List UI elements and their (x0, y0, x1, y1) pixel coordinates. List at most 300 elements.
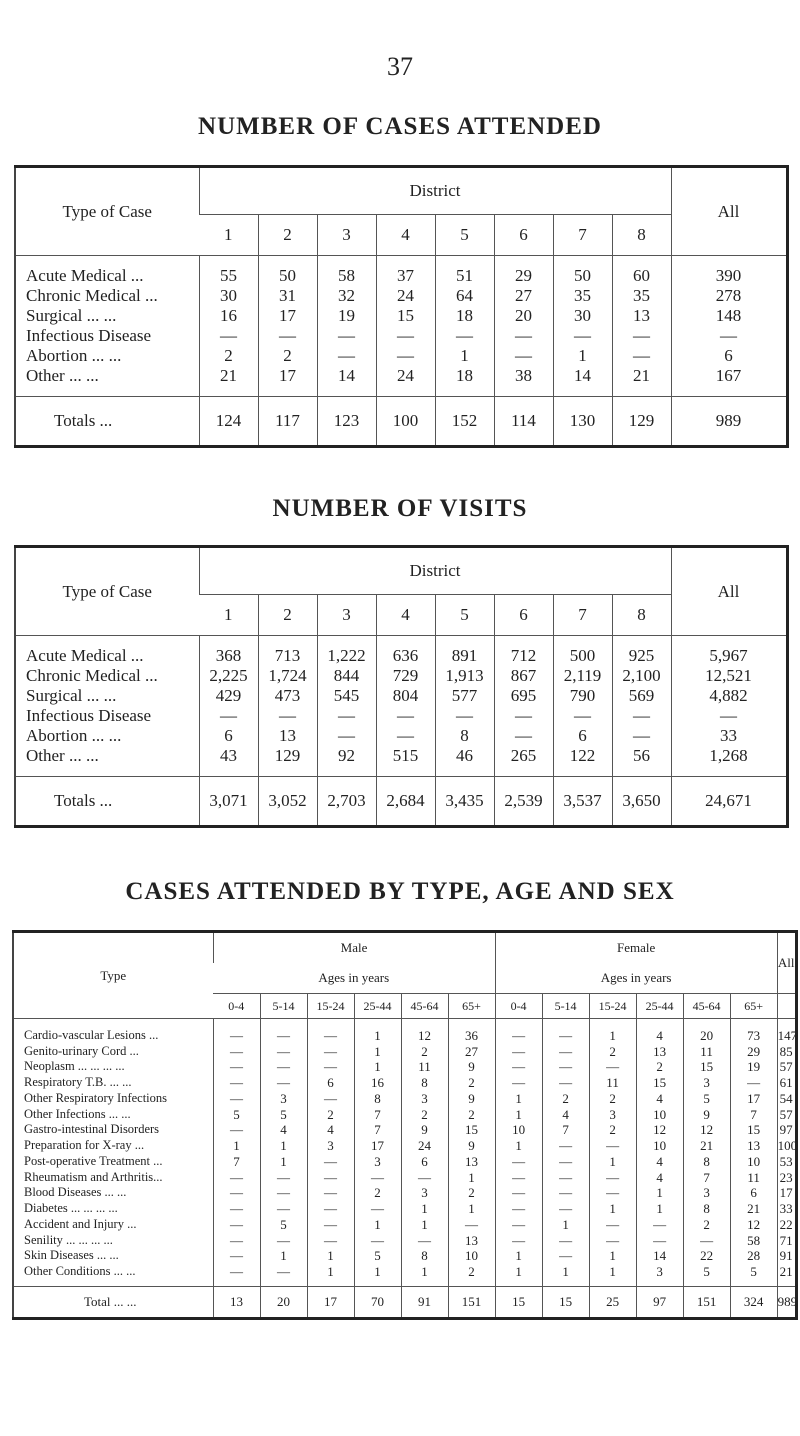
male-cell: 1 (213, 1138, 260, 1154)
male-cell: 2 (354, 1185, 401, 1201)
row-total: 5,967 (671, 636, 787, 667)
cell-value: 500 (553, 636, 612, 667)
female-cell: — (730, 1075, 777, 1091)
female-cell: — (542, 1019, 589, 1044)
all-header: All (777, 932, 796, 994)
row-label: Surgical ... ... (26, 306, 117, 325)
cell-value: — (612, 326, 671, 346)
female-cell: 10 (636, 1106, 683, 1122)
male-age-group-header: 15-24 (307, 994, 354, 1019)
female-total: 25 (589, 1287, 636, 1319)
total-value: 3,650 (612, 777, 671, 827)
district-3-header: 3 (317, 595, 376, 636)
cell-value: — (376, 706, 435, 726)
female-cell: 1 (495, 1106, 542, 1122)
cell-value: 569 (612, 686, 671, 706)
cell-value: 21 (612, 366, 671, 397)
male-cell: 15 (448, 1122, 495, 1138)
page-number: 37 (387, 52, 413, 81)
row-label: Other ... ... (26, 366, 99, 385)
cell-value: 891 (435, 636, 494, 667)
table-row (15, 286, 787, 306)
male-cell: — (260, 1043, 307, 1059)
female-cell: 7 (730, 1106, 777, 1122)
female-cell: 73 (730, 1019, 777, 1044)
district-2-header: 2 (258, 595, 317, 636)
male-cell: 9 (448, 1138, 495, 1154)
cell-value: 6 (553, 726, 612, 746)
male-cell: — (354, 1232, 401, 1248)
cell-value: 8 (435, 726, 494, 746)
all-header: All (671, 547, 787, 636)
male-cell: — (401, 1169, 448, 1185)
male-cell: 13 (448, 1232, 495, 1248)
female-cell: 8 (683, 1201, 730, 1217)
row-total: 390 (671, 256, 787, 287)
cell-value: 712 (494, 636, 553, 667)
cell-value: — (376, 346, 435, 366)
cell-value: 13 (258, 726, 317, 746)
cell-value: — (494, 346, 553, 366)
male-cell: — (213, 1169, 260, 1185)
female-cell: — (495, 1075, 542, 1091)
cell-value: 17 (258, 306, 317, 326)
male-cell: — (307, 1232, 354, 1248)
male-cell: — (260, 1232, 307, 1248)
male-cell: 1 (401, 1216, 448, 1232)
cell-value: 37 (376, 256, 435, 287)
visits-totals (15, 777, 787, 827)
female-age-group-header: 15-24 (589, 994, 636, 1019)
male-cell: 10 (448, 1248, 495, 1264)
male-cell: 1 (448, 1169, 495, 1185)
male-cell: — (354, 1201, 401, 1217)
male-cell: — (307, 1019, 354, 1044)
male-cell: 13 (448, 1153, 495, 1169)
grand-total: 989 (671, 397, 787, 447)
female-cell: — (589, 1059, 636, 1075)
male-cell: — (213, 1185, 260, 1201)
cell-value: — (376, 726, 435, 746)
cell-value: 2,100 (612, 666, 671, 686)
female-cell: 1 (542, 1216, 589, 1232)
male-cell: — (213, 1059, 260, 1075)
male-cell: 11 (401, 1059, 448, 1075)
table-row (13, 1138, 796, 1154)
female-cell: — (495, 1019, 542, 1044)
cell-value: 50 (553, 256, 612, 287)
female-cell: 4 (636, 1019, 683, 1044)
total-value: 124 (199, 397, 258, 447)
female-cell: — (495, 1169, 542, 1185)
cell-value: 636 (376, 636, 435, 667)
cell-value: 19 (317, 306, 376, 326)
female-cell: 1 (589, 1153, 636, 1169)
male-cell: 3 (354, 1153, 401, 1169)
male-cell: — (260, 1059, 307, 1075)
female-cell: 1 (495, 1248, 542, 1264)
row-total: 17 (777, 1185, 796, 1201)
male-cell: 4 (307, 1122, 354, 1138)
table-row (13, 1043, 796, 1059)
female-cell: 4 (636, 1169, 683, 1185)
total-value: 129 (612, 397, 671, 447)
type-of-case-header: Type of Case (62, 201, 152, 221)
female-age-group-header: 25-44 (636, 994, 683, 1019)
table-row (15, 726, 787, 746)
female-cell: 1 (589, 1201, 636, 1217)
male-cell: 6 (401, 1153, 448, 1169)
total-value: 114 (494, 397, 553, 447)
male-cell: 16 (354, 1075, 401, 1091)
totals-label: Totals ... (15, 397, 199, 447)
female-cell: 3 (683, 1185, 730, 1201)
row-label: Abortion ... ... (26, 726, 122, 745)
total-value: 130 (553, 397, 612, 447)
cell-value: — (612, 726, 671, 746)
cell-value: 515 (376, 746, 435, 777)
female-cell: 11 (683, 1043, 730, 1059)
row-total: 21 (777, 1264, 796, 1287)
district-6-header: 6 (494, 215, 553, 256)
female-cell: — (495, 1059, 542, 1075)
cell-value: — (553, 326, 612, 346)
female-cell: — (495, 1185, 542, 1201)
row-label: Post-operative Treatment ... (24, 1153, 163, 1168)
total-value: 3,052 (258, 777, 317, 827)
cell-value: — (435, 706, 494, 726)
cell-value: — (317, 326, 376, 346)
male-cell: 1 (448, 1201, 495, 1217)
female-cell: 7 (683, 1169, 730, 1185)
male-cell: — (307, 1043, 354, 1059)
cell-value: — (553, 706, 612, 726)
cell-value: 50 (258, 256, 317, 287)
male-cell: — (213, 1232, 260, 1248)
totals-row (13, 1287, 796, 1319)
male-cell: 1 (354, 1059, 401, 1075)
male-total: 20 (260, 1287, 307, 1319)
row-total: 33 (777, 1201, 796, 1217)
table-row (13, 1232, 796, 1248)
cell-value: 1 (553, 346, 612, 366)
male-cell: 1 (307, 1248, 354, 1264)
female-cell: 6 (730, 1185, 777, 1201)
male-cell: 9 (401, 1122, 448, 1138)
female-cell: — (589, 1169, 636, 1185)
female-cell: 28 (730, 1248, 777, 1264)
female-cell: 1 (636, 1201, 683, 1217)
row-total: 148 (671, 306, 787, 326)
row-label: Abortion ... ... (26, 346, 122, 365)
cell-value: 60 (612, 256, 671, 287)
table-row (15, 366, 787, 397)
cell-value: 51 (435, 256, 494, 287)
male-cell: — (307, 1185, 354, 1201)
cell-value: 58 (317, 256, 376, 287)
row-label: Acute Medical ... (26, 266, 144, 285)
male-cell: 1 (354, 1019, 401, 1044)
female-cell: 5 (683, 1090, 730, 1106)
cell-value: 713 (258, 636, 317, 667)
cell-value: — (258, 706, 317, 726)
district-1-header: 1 (199, 595, 258, 636)
row-label: Rheumatism and Arthritis... (24, 1169, 163, 1184)
female-cell: — (542, 1059, 589, 1075)
male-cell: — (354, 1169, 401, 1185)
total-value: 123 (317, 397, 376, 447)
female-cell: 4 (636, 1153, 683, 1169)
totals-label: Total ... ... (13, 1287, 213, 1319)
table-row (13, 1216, 796, 1232)
male-ages-header: Ages in years (318, 970, 390, 985)
cell-value: 14 (317, 366, 376, 397)
male-cell: — (260, 1201, 307, 1217)
cases-heading: NUMBER OF CASES ATTENDED (198, 113, 602, 140)
male-age-group-header: 25-44 (354, 994, 401, 1019)
female-cell: 11 (589, 1075, 636, 1091)
female-cell: 2 (683, 1216, 730, 1232)
table-row (15, 346, 787, 366)
cell-value: 35 (553, 286, 612, 306)
cell-value: — (612, 346, 671, 366)
male-cell: — (213, 1264, 260, 1287)
female-cell: — (589, 1216, 636, 1232)
female-cell: 3 (636, 1264, 683, 1287)
row-label: Chronic Medical ... (26, 286, 158, 305)
female-cell: 1 (495, 1090, 542, 1106)
male-cell: 7 (354, 1106, 401, 1122)
cell-value: 2,119 (553, 666, 612, 686)
female-cell: — (542, 1138, 589, 1154)
female-cell: — (542, 1153, 589, 1169)
cell-value: — (494, 326, 553, 346)
male-cell: — (213, 1122, 260, 1138)
row-total: 12,521 (671, 666, 787, 686)
type-age-sex-body (13, 1019, 796, 1287)
row-label: Surgical ... ... (26, 686, 117, 705)
cell-value: — (317, 346, 376, 366)
male-cell: 2 (448, 1264, 495, 1287)
male-cell: — (307, 1216, 354, 1232)
table-row (15, 666, 787, 686)
female-cell: 2 (589, 1043, 636, 1059)
female-cell: 2 (589, 1090, 636, 1106)
cell-value: 6 (199, 726, 258, 746)
table-row (13, 1019, 796, 1044)
female-cell: — (495, 1232, 542, 1248)
all-age-blank (777, 994, 796, 1019)
male-cell: 1 (260, 1138, 307, 1154)
total-value: 100 (376, 397, 435, 447)
type-of-case-header: Type of Case (62, 581, 152, 601)
male-header: Male (213, 932, 495, 964)
female-cell: — (495, 1201, 542, 1217)
district-8-header: 8 (612, 215, 671, 256)
cases-body (15, 256, 787, 397)
male-age-group-header: 45-64 (401, 994, 448, 1019)
female-cell: 1 (589, 1264, 636, 1287)
totals-row (15, 777, 787, 827)
male-cell: — (260, 1185, 307, 1201)
row-total: 53 (777, 1153, 796, 1169)
male-cell: — (307, 1169, 354, 1185)
district-2-header: 2 (258, 215, 317, 256)
female-cell: — (542, 1043, 589, 1059)
male-cell: 17 (354, 1138, 401, 1154)
row-label: Diabetes ... ... ... ... (24, 1201, 118, 1216)
female-cell: 5 (683, 1264, 730, 1287)
district-5-header: 5 (435, 595, 494, 636)
male-cell: 3 (401, 1185, 448, 1201)
cell-value: 35 (612, 286, 671, 306)
cell-value: 32 (317, 286, 376, 306)
cell-value: 21 (199, 366, 258, 397)
visits-heading: NUMBER OF VISITS (272, 495, 528, 522)
female-cell: 14 (636, 1248, 683, 1264)
male-cell: 1 (354, 1216, 401, 1232)
grand-total: 24,671 (671, 777, 787, 827)
type-age-sex-totals (13, 1287, 796, 1319)
male-cell: — (213, 1201, 260, 1217)
cell-value: 129 (258, 746, 317, 777)
cell-value: 24 (376, 286, 435, 306)
row-total: 33 (671, 726, 787, 746)
male-cell: 5 (354, 1248, 401, 1264)
female-cell: 3 (589, 1106, 636, 1122)
female-cell: 17 (730, 1090, 777, 1106)
male-total: 17 (307, 1287, 354, 1319)
female-cell: — (589, 1232, 636, 1248)
male-cell: — (213, 1043, 260, 1059)
row-total: 54 (777, 1090, 796, 1106)
female-total: 324 (730, 1287, 777, 1319)
visits-body (15, 636, 787, 777)
row-total: — (671, 706, 787, 726)
row-label: Other Conditions ... ... (24, 1264, 136, 1279)
row-total: 57 (777, 1059, 796, 1075)
male-cell: — (307, 1153, 354, 1169)
female-cell: — (636, 1216, 683, 1232)
female-header: Female (495, 932, 777, 964)
male-cell: — (213, 1090, 260, 1106)
row-total: 1,268 (671, 746, 787, 777)
female-total: 15 (495, 1287, 542, 1319)
female-cell: 3 (683, 1075, 730, 1091)
row-total: 91 (777, 1248, 796, 1264)
table-row (13, 1122, 796, 1138)
cell-value: — (435, 326, 494, 346)
female-cell: 10 (636, 1138, 683, 1154)
cell-value: 1,724 (258, 666, 317, 686)
male-cell: 2 (307, 1106, 354, 1122)
male-total: 91 (401, 1287, 448, 1319)
total-value: 152 (435, 397, 494, 447)
female-cell: — (683, 1232, 730, 1248)
cell-value: 925 (612, 636, 671, 667)
female-cell: 15 (636, 1075, 683, 1091)
cell-value: 804 (376, 686, 435, 706)
female-cell: 4 (542, 1106, 589, 1122)
row-label: Preparation for X-ray ... (24, 1138, 145, 1153)
female-cell: 1 (495, 1264, 542, 1287)
cell-value: 265 (494, 746, 553, 777)
female-cell: — (589, 1185, 636, 1201)
female-cell: 15 (730, 1122, 777, 1138)
row-label: Blood Diseases ... ... (24, 1185, 127, 1200)
male-cell: 36 (448, 1019, 495, 1044)
female-cell: 2 (636, 1059, 683, 1075)
district-3-header: 3 (317, 215, 376, 256)
cell-value: 1,222 (317, 636, 376, 667)
table-row (15, 326, 787, 346)
female-age-group-header: 5-14 (542, 994, 589, 1019)
cell-value: 55 (199, 256, 258, 287)
cell-value: 20 (494, 306, 553, 326)
male-cell: 5 (260, 1216, 307, 1232)
female-cell: 1 (589, 1019, 636, 1044)
male-cell: 8 (401, 1075, 448, 1091)
row-total: 6 (671, 346, 787, 366)
table-row (13, 1248, 796, 1264)
female-cell: 1 (636, 1185, 683, 1201)
cell-value: 18 (435, 366, 494, 397)
male-cell: 1 (401, 1201, 448, 1217)
district-1-header: 1 (199, 215, 258, 256)
male-cell: 2 (448, 1185, 495, 1201)
cell-value: — (494, 726, 553, 746)
male-cell: — (401, 1232, 448, 1248)
male-cell: — (213, 1216, 260, 1232)
cell-value: 1 (435, 346, 494, 366)
male-cell: 6 (307, 1075, 354, 1091)
female-cell: 20 (683, 1019, 730, 1044)
cell-value: 46 (435, 746, 494, 777)
male-cell: 1 (354, 1264, 401, 1287)
male-cell: 3 (307, 1138, 354, 1154)
cell-value: 92 (317, 746, 376, 777)
row-label: Acute Medical ... (26, 646, 144, 665)
row-label: Infectious Disease (26, 326, 152, 345)
female-cell: 15 (683, 1059, 730, 1075)
cell-value: — (494, 706, 553, 726)
row-total: 97 (777, 1122, 796, 1138)
row-total: 4,882 (671, 686, 787, 706)
table-row (15, 636, 787, 667)
female-cell: — (589, 1138, 636, 1154)
district-6-header: 6 (494, 595, 553, 636)
female-cell: 22 (683, 1248, 730, 1264)
cell-value: — (376, 326, 435, 346)
cell-value: 30 (553, 306, 612, 326)
cell-value: 790 (553, 686, 612, 706)
cell-value: 14 (553, 366, 612, 397)
male-age-group-header: 0-4 (213, 994, 260, 1019)
district-4-header: 4 (376, 215, 435, 256)
female-cell: 21 (730, 1201, 777, 1217)
male-cell: 27 (448, 1043, 495, 1059)
male-cell: 2 (448, 1075, 495, 1091)
male-cell: 1 (260, 1248, 307, 1264)
row-total: 100 (777, 1138, 798, 1154)
row-label: Accident and Injury ... (24, 1216, 137, 1231)
female-cell: 11 (730, 1169, 777, 1185)
female-total: 151 (683, 1287, 730, 1319)
male-cell: — (260, 1075, 307, 1091)
table-row (13, 1106, 796, 1122)
female-cell: — (636, 1232, 683, 1248)
table-row (13, 1264, 796, 1287)
